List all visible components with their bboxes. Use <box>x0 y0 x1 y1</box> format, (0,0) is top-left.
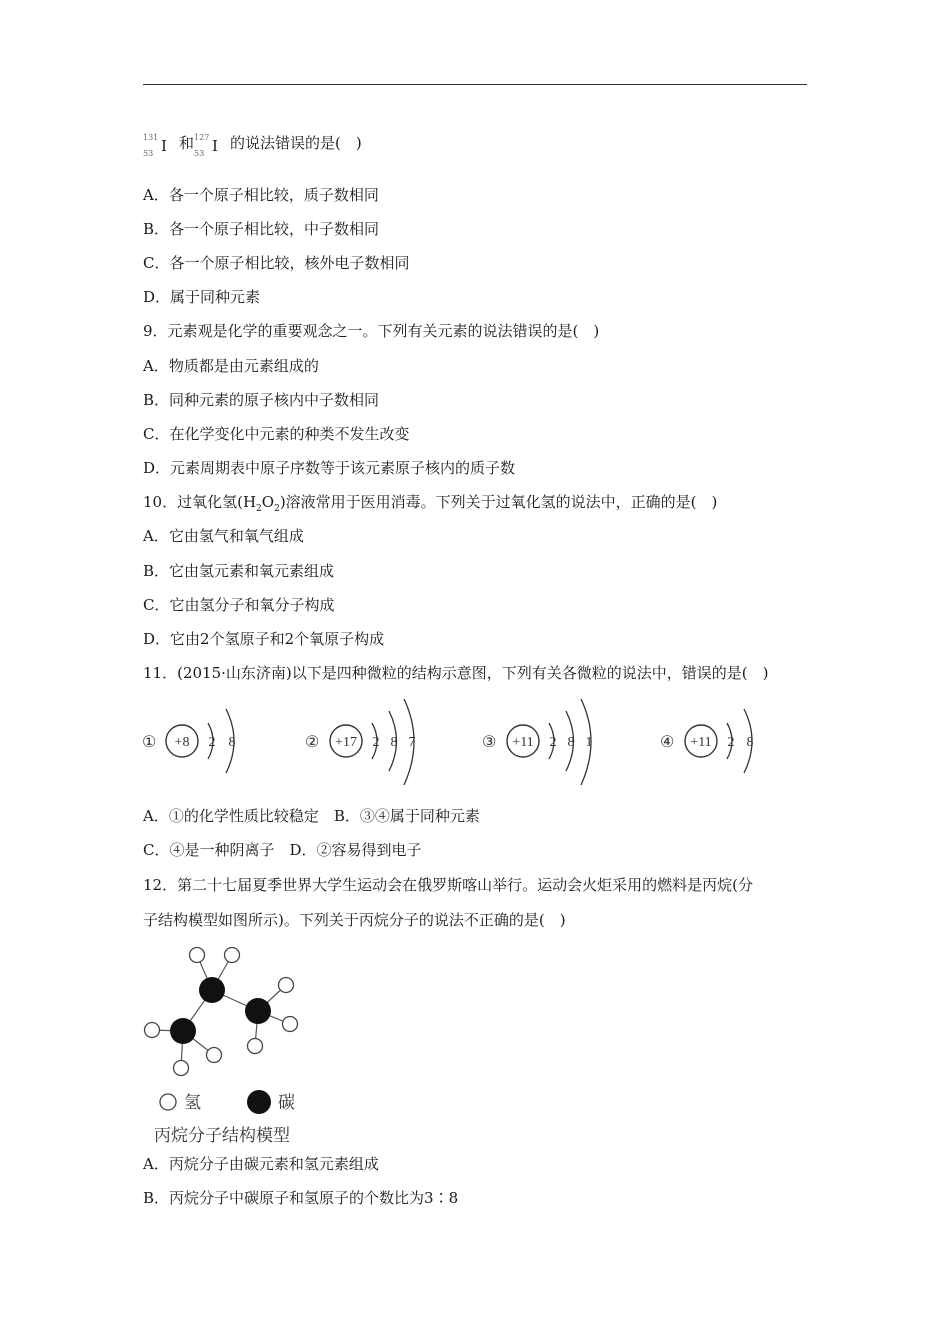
svg-text:②: ② <box>305 734 320 751</box>
q10-option-a: A．它由氢气和氧气组成 <box>143 527 304 545</box>
legend-hydrogen-label: 氢 <box>184 1093 201 1113</box>
q10-stem: 10．过氧化氢$(H_2O_2)$溶液常用于医用消毒。下列关于过氧化氢的说法中，正确的是( ) <box>143 493 718 514</box>
hydrogen-atom <box>207 1048 222 1063</box>
header-rule <box>143 84 807 85</box>
svg-text:2: 2 <box>372 735 380 750</box>
q10-option-b: B．它由氢元素和氧元素组成 <box>143 562 335 580</box>
carbon-atom <box>245 998 271 1024</box>
svg-text:2: 2 <box>549 735 557 750</box>
hydrogen-atom <box>145 1023 160 1038</box>
legend-hydrogen-icon <box>160 1094 176 1110</box>
propane-molecule-model <box>140 942 310 1147</box>
isotope-i127: 127 53 I <box>194 133 218 158</box>
svg-text:+8: +8 <box>174 735 190 750</box>
svg-text:+11: +11 <box>512 735 534 750</box>
svg-text:2: 2 <box>208 735 216 750</box>
q10-option-d: D．它由2个氢原子和2个氧原子构成 <box>143 630 385 648</box>
legend-carbon-label: 碳 <box>278 1093 295 1113</box>
svg-text:+17: +17 <box>335 735 357 750</box>
q12-stem-line2: 子结构模型如图所示)。下列关于丙烷分子的说法不正确的是( ) <box>143 911 566 929</box>
q8-option-c: C．各一个原子相比较，核外电子数相同 <box>143 254 410 272</box>
figure-caption: 丙烷分子结构模型 <box>154 1126 290 1146</box>
q9-option-c: C．在化学变化中元素的种类不发生改变 <box>143 425 410 443</box>
q11-options-cd: C．④是一种阴离子 D．②容易得到电子 <box>143 841 422 859</box>
svg-text:2: 2 <box>727 735 735 750</box>
particle-diagram-3 <box>482 699 593 785</box>
particle-diagram-2 <box>305 699 416 785</box>
hydrogen-atom <box>283 1017 298 1032</box>
svg-text:8: 8 <box>228 735 236 750</box>
q11-stem: 11．(2015·山东济南)以下是四种微粒的结构示意图，下列有关各微粒的说法中，错误的是( ) <box>143 664 769 682</box>
svg-text:8: 8 <box>567 735 575 750</box>
q12-option-b: B．丙烷分子中碳原子和氢原子的个数比为3∶8 <box>143 1189 459 1207</box>
q9-option-d: D．元素周期表中原子序数等于该元素原子核内的质子数 <box>143 459 516 477</box>
q9-option-a: A．物质都是由元素组成的 <box>143 357 319 375</box>
svg-text:④: ④ <box>660 734 675 751</box>
q11-options-ab: A．①的化学性质比较稳定 B．③④属于同种元素 <box>143 807 480 825</box>
svg-text:7: 7 <box>408 735 416 750</box>
hydrogen-atom <box>248 1039 263 1054</box>
q8-option-b: B．各一个原子相比较，中子数相同 <box>143 220 380 238</box>
hydrogen-atom <box>174 1061 189 1076</box>
legend-carbon-icon <box>247 1090 271 1114</box>
q9-stem: 9．元素观是化学的重要观念之一。下列有关元素的说法错误的是( ) <box>143 322 600 340</box>
atomic-structure-diagrams <box>140 695 820 795</box>
q12-option-a: A．丙烷分子由碳元素和氢元素组成 <box>143 1155 379 1173</box>
carbon-atom <box>199 977 225 1003</box>
q9-option-b: B．同种元素的原子核内中子数相同 <box>143 391 380 409</box>
svg-text:1: 1 <box>585 735 593 750</box>
hydrogen-atom <box>190 948 205 963</box>
q8-option-a: A．各一个原子相比较，质子数相同 <box>143 186 379 204</box>
hydrogen-atom <box>225 948 240 963</box>
svg-text:+11: +11 <box>690 735 712 750</box>
svg-text:8: 8 <box>390 735 398 750</box>
svg-text:③: ③ <box>482 734 497 751</box>
q8-option-d: D．属于同种元素 <box>143 288 261 306</box>
q10-option-c: C．它由氢分子和氧分子构成 <box>143 596 335 614</box>
q12-stem-line1: 12．第二十七届夏季世界大学生运动会在俄罗斯喀山举行。运动会火炬采用的燃料是丙烷(分 <box>143 876 753 894</box>
q8-stem: 131 53 I 和 127 53 I 的说法错误的是( ) <box>143 128 362 158</box>
hydrogen-atom <box>279 978 294 993</box>
svg-text:8: 8 <box>746 735 754 750</box>
particle-diagram-4 <box>660 709 754 773</box>
isotope-i131: 131 53 I <box>143 133 167 158</box>
carbon-atom <box>170 1018 196 1044</box>
particle-diagram-1 <box>142 709 236 773</box>
svg-text:①: ① <box>142 734 157 751</box>
